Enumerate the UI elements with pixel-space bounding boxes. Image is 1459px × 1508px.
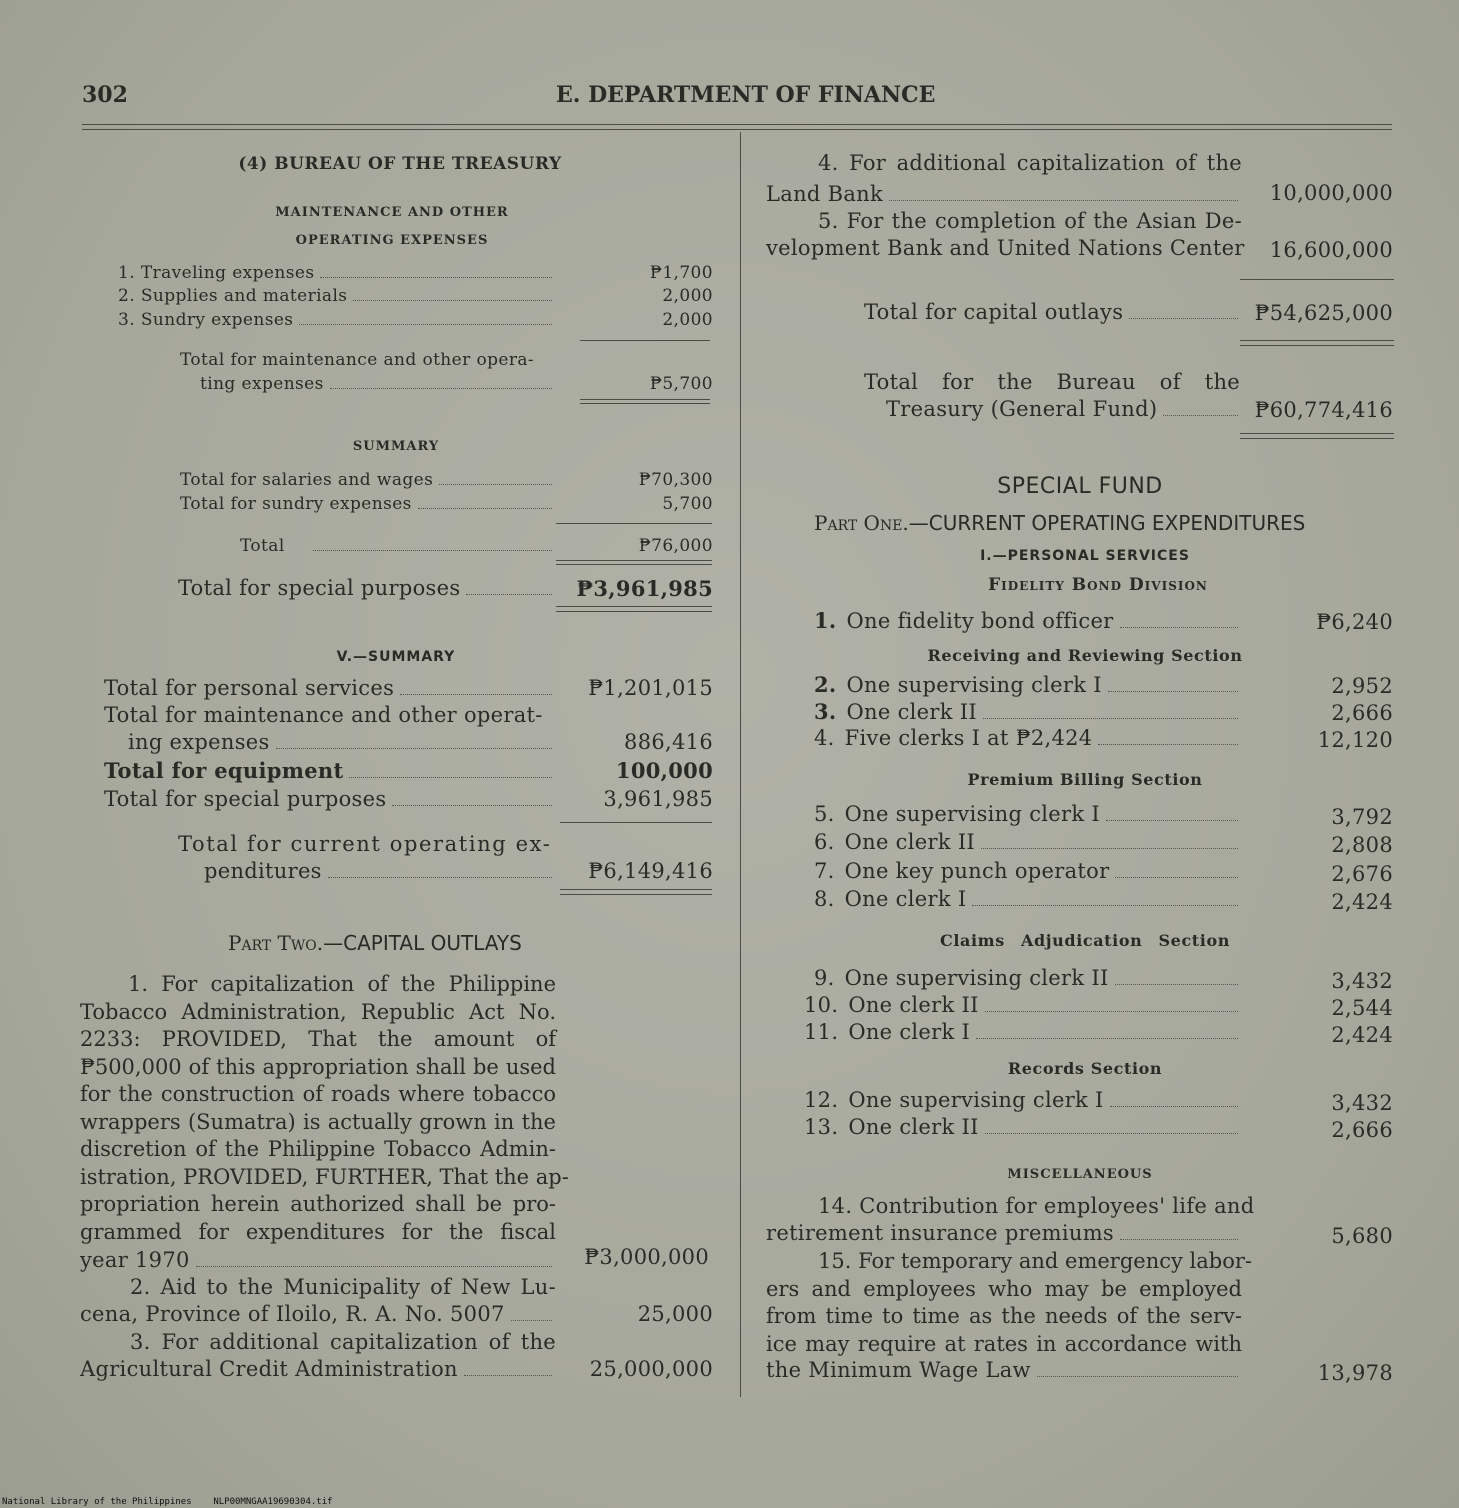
bureau-total-label-2: Treasury (General Fund) xyxy=(886,397,1242,421)
v-summary-row: Total for special purposes xyxy=(104,787,556,811)
mooe-item-amount: ₱1,700 xyxy=(649,263,713,283)
premium-item: 7. One key punch operator xyxy=(814,859,1242,883)
special-rule xyxy=(556,606,712,607)
summary-heading: SUMMARY xyxy=(352,439,440,454)
claims-item-amount: 2,424 xyxy=(1331,1023,1393,1047)
records-heading: Records Section xyxy=(1007,1059,1163,1078)
bureau-total-rule xyxy=(1240,433,1394,434)
column-divider xyxy=(740,132,741,1397)
item14-line: 14. Contribution for employees' life and xyxy=(818,1194,1255,1218)
total-rule xyxy=(580,399,710,400)
records-item-amount: 3,432 xyxy=(1331,1091,1393,1115)
item4-line: 4. For additional capitalization of the xyxy=(818,151,1242,175)
capital-total-rule-2 xyxy=(1240,345,1394,346)
premium-item: 8. One clerk I xyxy=(814,887,1242,911)
mooe-total-label-2: ting expenses xyxy=(200,374,556,394)
mooe-item: 1. Traveling expenses xyxy=(118,263,556,283)
mooe-total-amount: ₱5,700 xyxy=(649,374,713,394)
summary-total-rule-2 xyxy=(556,564,712,565)
receiving-heading: Receiving and Reviewing Section xyxy=(927,646,1243,665)
scan-footer: National Library of the Philippines NLP00MNGAA19690304.tif xyxy=(2,1497,333,1507)
claims-heading: Claims Adjudication Section xyxy=(940,931,1230,950)
summary-total-amount: ₱76,000 xyxy=(638,536,713,556)
item2-amount: 25,000 xyxy=(637,1302,713,1326)
claims-item-amount: 3,432 xyxy=(1331,969,1393,993)
item4-amount: 10,000,000 xyxy=(1269,181,1393,205)
subtotal-rule xyxy=(580,340,710,341)
capital-total-label: Total for capital outlays xyxy=(864,300,1242,324)
v-current-label: Total for current operating ex- xyxy=(178,832,552,856)
v-current-rule xyxy=(560,889,712,890)
premium-item: 6. One clerk II xyxy=(814,830,1242,854)
mooe-heading-2: OPERATING EXPENSES xyxy=(295,233,489,248)
receiving-item-amount: 12,120 xyxy=(1317,728,1393,752)
mooe-heading: MAINTENANCE AND OTHER xyxy=(275,205,509,220)
item3-line-2: Agricultural Credit Administration xyxy=(80,1357,556,1381)
v-summary-amount: ₱1,201,015 xyxy=(588,676,713,700)
summary-item-amount: ₱70,300 xyxy=(638,470,713,490)
item15-last-line: the Minimum Wage Law xyxy=(766,1358,1242,1382)
item2-line: 2. Aid to the Municipality of New Lu- xyxy=(130,1275,556,1299)
item4-line-2: Land Bank xyxy=(766,182,1242,206)
item5-line-2: velopment Bank and United Nations Center xyxy=(766,236,1245,260)
part-two-heading: Part Two.—CAPITAL OUTLAYS xyxy=(228,931,522,955)
premium-item-amount: 2,424 xyxy=(1331,890,1393,914)
capitalization-paragraph: 1. For capitalization of the Philippine Tobacco Administration, Republic Act No. 2233: PROVIDED, That the amount of ₱500,000 of this appropriation shall be used for the construction of roads where tobacco wrappers (Sumatra) is actually grown in the discretion of the Philippine Tobacco Admin- istration, PROVIDED, FURTHER, That the ap- propriation herein authorized shall be pro- grammed for expenditures for the fiscal xyxy=(80,972,569,1244)
summary-item: Total for salaries and wages xyxy=(180,470,556,490)
item2-line-2: cena, Province of Iloilo, R. A. No. 5007 xyxy=(80,1302,556,1326)
premium-item: 5. One supervising clerk I xyxy=(814,802,1242,826)
premium-heading: Premium Billing Section xyxy=(967,770,1203,789)
item5-amount: 16,600,000 xyxy=(1269,238,1393,262)
capital-rule xyxy=(1240,279,1394,280)
summary-rule xyxy=(556,523,712,524)
v-summary-amount: 3,961,985 xyxy=(603,787,713,811)
page-number: 302 xyxy=(82,82,128,108)
v-summary-row: Total for personal services xyxy=(104,676,556,700)
v-summary-row: Total for equipment xyxy=(104,758,556,783)
records-item: 12. One supervising clerk I xyxy=(804,1088,1242,1112)
page-title: E. DEPARTMENT OF FINANCE xyxy=(556,82,936,108)
bureau-total-label: Total for the Bureau of the xyxy=(864,370,1240,394)
fidelity-item: 1. One fidelity bond officer xyxy=(814,608,1242,633)
premium-item-amount: 3,792 xyxy=(1331,805,1393,829)
fidelity-heading: Fidelity Bond Division xyxy=(988,575,1208,595)
header-rule xyxy=(82,124,1392,125)
total-rule-2 xyxy=(580,403,710,404)
v-current-amount: ₱6,149,416 xyxy=(588,859,713,883)
claims-item-amount: 2,544 xyxy=(1331,996,1393,1020)
misc-heading: MISCELLANEOUS xyxy=(1007,1167,1153,1182)
receiving-item-amount: 2,952 xyxy=(1331,674,1393,698)
header-rule-2 xyxy=(82,129,1392,130)
claims-item: 11. One clerk I xyxy=(804,1020,1242,1044)
special-purposes-amount: ₱3,961,985 xyxy=(576,576,713,601)
v-summary-amount: 100,000 xyxy=(615,758,713,783)
summary-total-label: Total xyxy=(240,536,556,556)
receiving-item: 3. One clerk II xyxy=(814,699,1242,724)
item1-last-line: year 1970 xyxy=(80,1248,556,1272)
summary-item-amount: 5,700 xyxy=(662,494,713,514)
item5-line: 5. For the completion of the Asian De- xyxy=(818,209,1242,233)
claims-item: 9. One supervising clerk II xyxy=(814,966,1242,990)
summary-item: Total for sundry expenses xyxy=(180,494,556,514)
summary-total-rule xyxy=(556,560,712,561)
mooe-item-amount: 2,000 xyxy=(662,310,713,330)
claims-item: 10. One clerk II xyxy=(804,993,1242,1017)
v-current-rule-2 xyxy=(560,894,712,895)
records-item: 13. One clerk II xyxy=(804,1115,1242,1139)
v-current-label-2: penditures xyxy=(204,859,556,883)
fidelity-item-amount: ₱6,240 xyxy=(1316,610,1393,634)
bureau-total-amount: ₱60,774,416 xyxy=(1254,398,1393,422)
mooe-item-amount: 2,000 xyxy=(662,286,713,306)
capital-total-amount: ₱54,625,000 xyxy=(1254,301,1393,325)
capital-total-rule xyxy=(1240,340,1394,341)
personal-services-heading: I.—PERSONAL SERVICES xyxy=(980,548,1190,564)
receiving-item: 2. One supervising clerk I xyxy=(814,672,1242,697)
item15-paragraph: 15. For temporary and emergency labor- ers and employees who may be employed from time to time as the needs of the serv- ice may require at rates in accordance with xyxy=(766,1249,1252,1356)
special-rule-2 xyxy=(556,611,712,612)
part-one-heading: Part One.—CURRENT OPERATING EXPENDITURES xyxy=(814,511,1306,535)
premium-item-amount: 2,676 xyxy=(1331,862,1393,886)
v-summary-heading: V.—SUMMARY xyxy=(336,649,456,665)
mooe-total-label: Total for maintenance and other opera- xyxy=(180,350,535,370)
item1-amount: ₱3,000,000 xyxy=(584,1245,709,1269)
v-summary-row-label: Total for maintenance and other operat- xyxy=(104,703,543,727)
receiving-item: 4. Five clerks I at ₱2,424 xyxy=(814,726,1242,750)
mooe-item: 3. Sundry expenses xyxy=(118,310,556,330)
v-summary-row: ing expenses xyxy=(128,730,556,754)
bureau-total-rule-2 xyxy=(1240,438,1394,439)
v-summary-amount: 886,416 xyxy=(624,730,713,754)
item3-line: 3. For additional capitalization of the xyxy=(130,1330,556,1354)
v-summary-rule xyxy=(560,822,712,823)
premium-item-amount: 2,808 xyxy=(1331,833,1393,857)
item14-amount: 5,680 xyxy=(1331,1224,1393,1248)
receiving-item-amount: 2,666 xyxy=(1331,701,1393,725)
bureau-heading: (4) BUREAU OF THE TREASURY xyxy=(238,154,562,174)
mooe-item: 2. Supplies and materials xyxy=(118,286,556,306)
item14-line-2: retirement insurance premiums xyxy=(766,1221,1242,1245)
item3-amount: 25,000,000 xyxy=(589,1357,713,1381)
special-fund-heading: SPECIAL FUND xyxy=(997,474,1163,499)
item15-amount: 13,978 xyxy=(1317,1361,1393,1385)
special-purposes-label: Total for special purposes xyxy=(178,576,556,600)
records-item-amount: 2,666 xyxy=(1331,1118,1393,1142)
